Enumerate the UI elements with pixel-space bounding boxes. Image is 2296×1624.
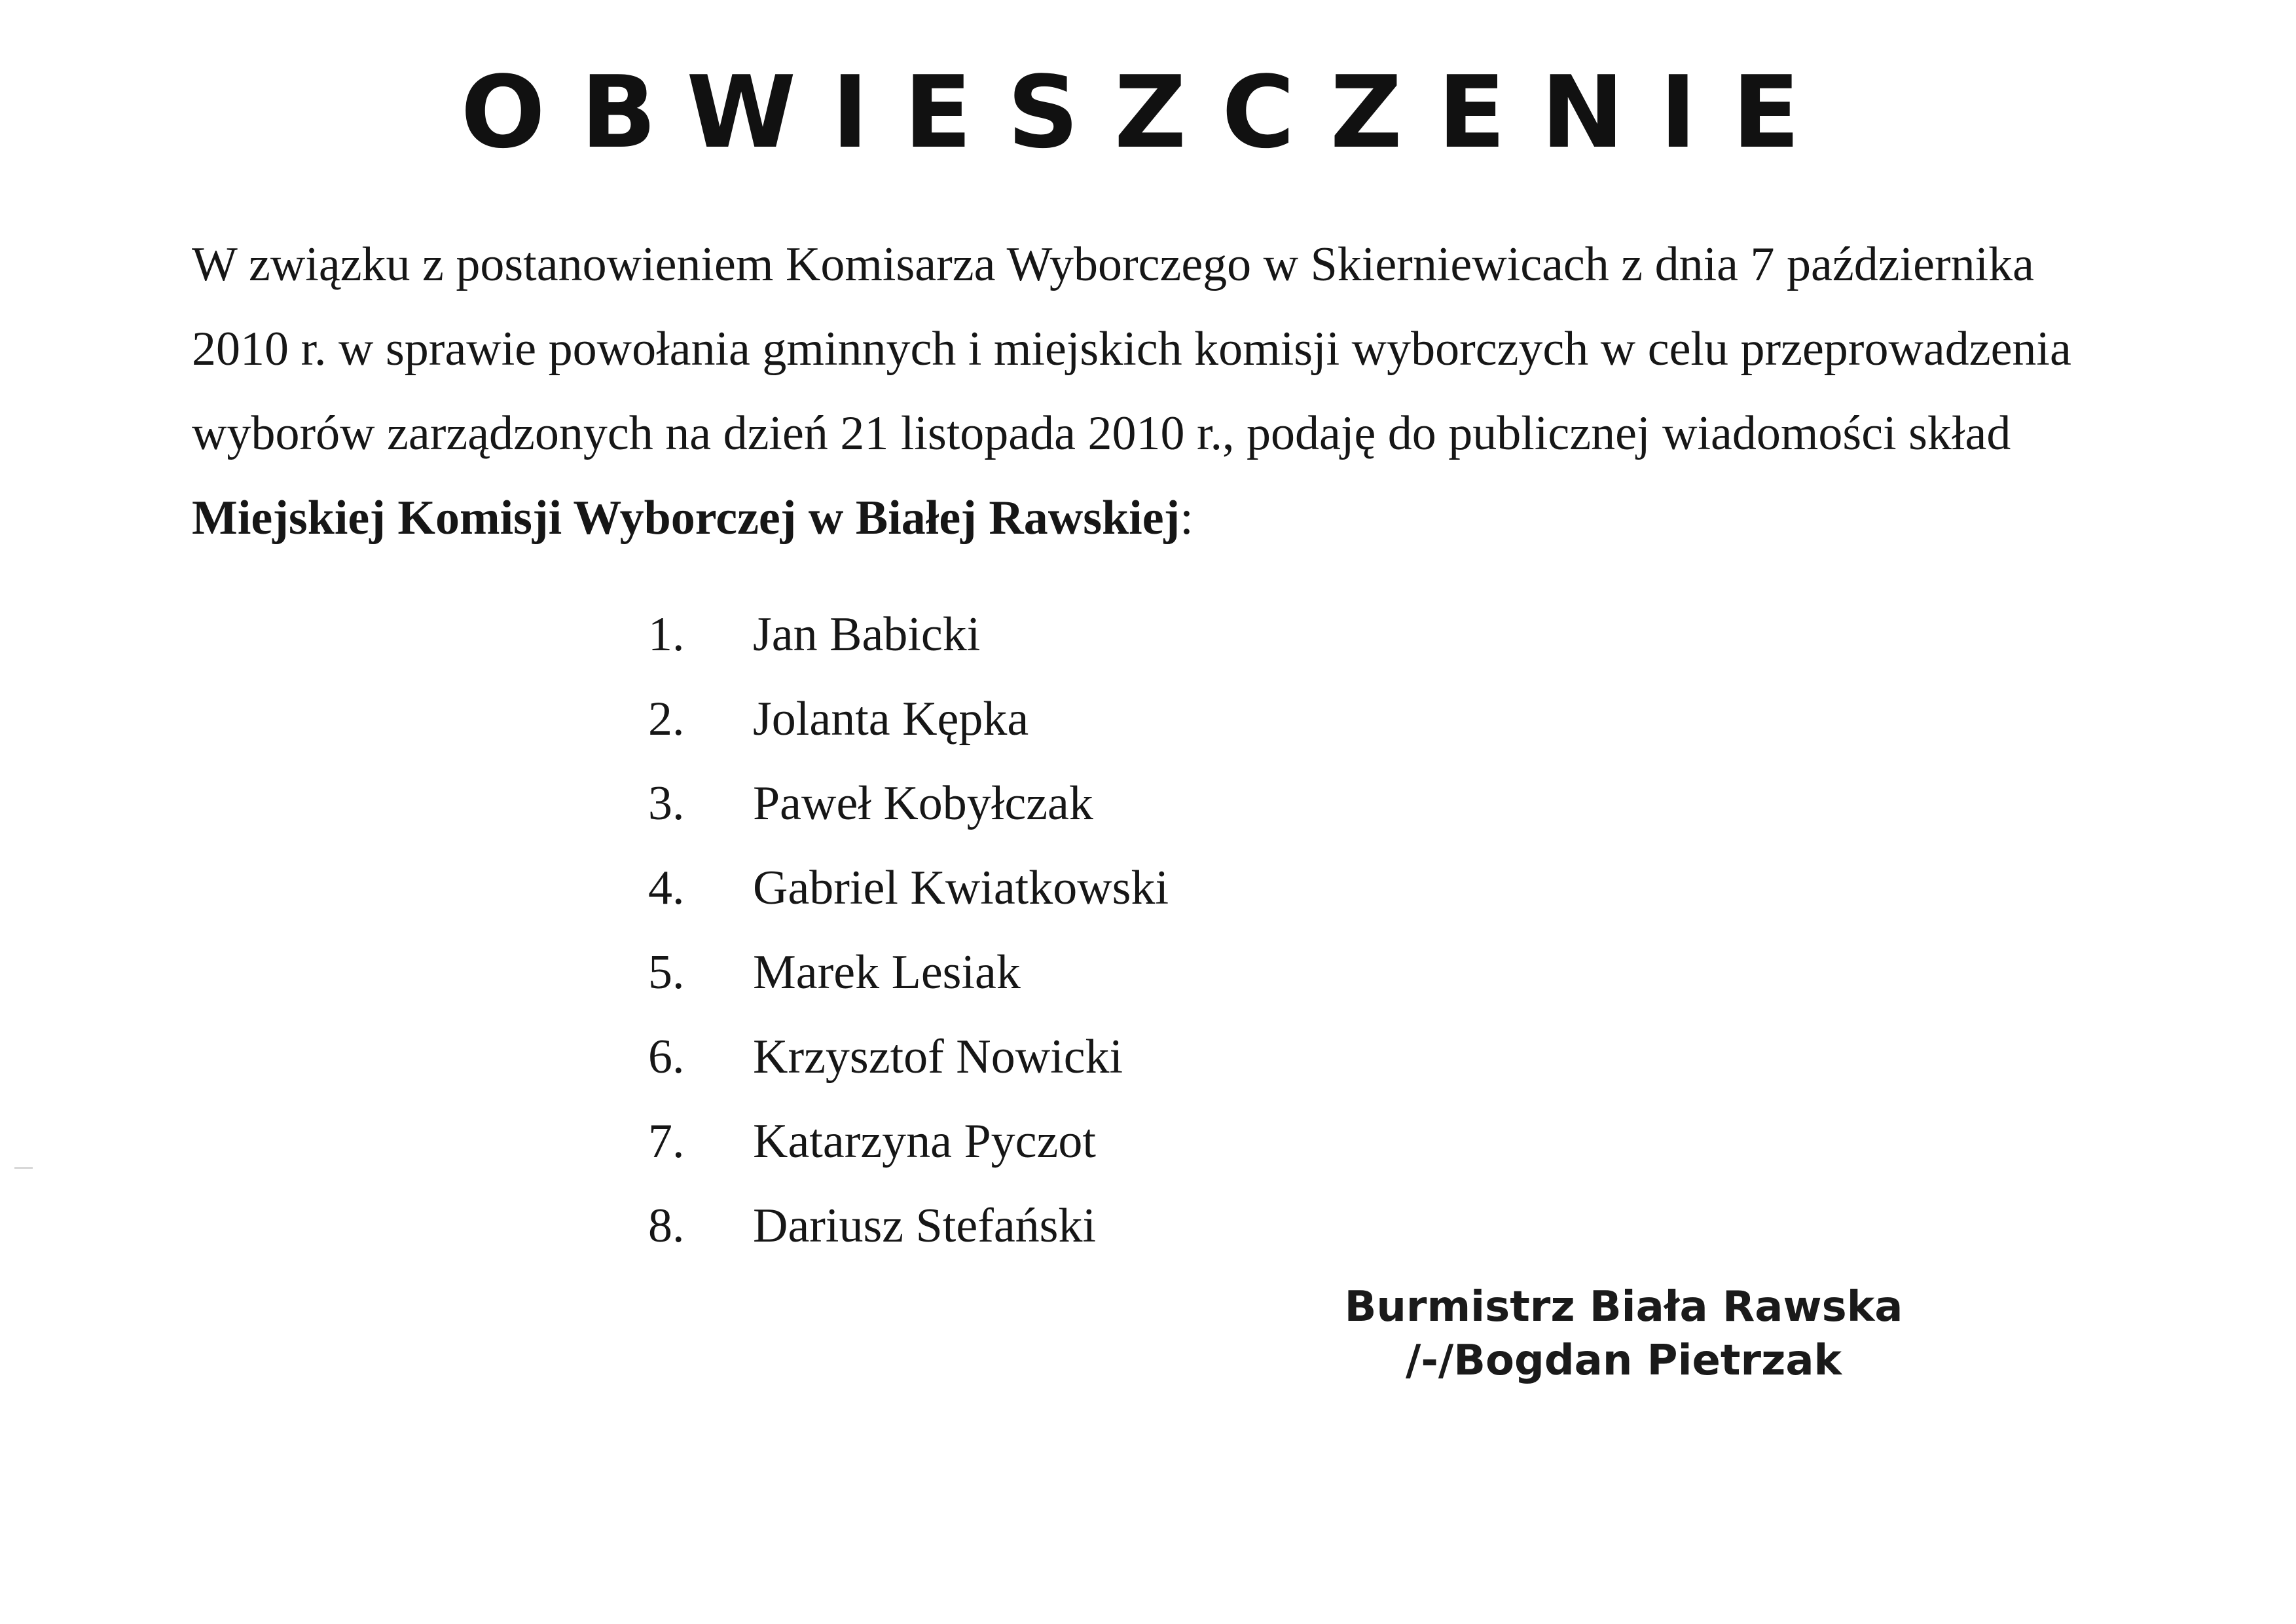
list-item xyxy=(648,846,1169,931)
member-number: 6. xyxy=(648,1030,685,1084)
member-name: Paweł Kobyłczak xyxy=(753,777,1093,830)
signature-office: Burmistrz Biała Rawska xyxy=(1344,1283,1903,1331)
list-item xyxy=(648,677,1169,762)
member-number: 3. xyxy=(648,777,685,830)
signature-block xyxy=(1244,1280,2003,1388)
commission-name: Miejskiej Komisji Wyborczej w Białej Rawskiej xyxy=(192,491,1180,545)
list-item xyxy=(648,1015,1169,1099)
commission-line xyxy=(192,476,2130,561)
member-name: Dariusz Stefański xyxy=(753,1199,1097,1253)
list-item xyxy=(648,1184,1169,1268)
member-number: 5. xyxy=(648,946,685,999)
intro-line: W związku z postanowieniem Komisarza Wyborczego w Skierniewicach z dnia 7 października xyxy=(192,238,2034,291)
document-title: OBWIESZCZENIE xyxy=(460,54,1836,170)
list-item xyxy=(648,762,1169,846)
list-item xyxy=(648,931,1169,1015)
intro-paragraph xyxy=(192,223,2130,561)
commission-suffix: : xyxy=(1180,491,1194,545)
member-number: 2. xyxy=(648,692,685,746)
member-number: 4. xyxy=(648,861,685,915)
member-name: Jan Babicki xyxy=(753,608,981,661)
list-item xyxy=(648,593,1169,677)
member-number: 8. xyxy=(648,1199,685,1253)
members-list xyxy=(648,593,1169,1268)
member-number: 7. xyxy=(648,1115,685,1168)
member-name: Katarzyna Pyczot xyxy=(753,1115,1096,1168)
intro-line: wyborów zarządzonych na dzień 21 listopada 2010 r., podaję do publicznej wiadomości skład xyxy=(192,407,2011,460)
list-item xyxy=(648,1099,1169,1184)
member-number: 1. xyxy=(648,608,685,661)
member-name: Krzysztof Nowicki xyxy=(753,1030,1123,1084)
scan-artifact xyxy=(14,1167,33,1169)
signature-name: /-/Bogdan Pietrzak xyxy=(1405,1337,1842,1385)
intro-line: 2010 r. w sprawie powołania gminnych i miejskich komisji wyborczych w celu przeprowadzenia xyxy=(192,322,2071,376)
member-name: Gabriel Kwiatkowski xyxy=(753,861,1169,915)
member-name: Jolanta Kępka xyxy=(753,692,1029,746)
member-name: Marek Lesiak xyxy=(753,946,1021,999)
